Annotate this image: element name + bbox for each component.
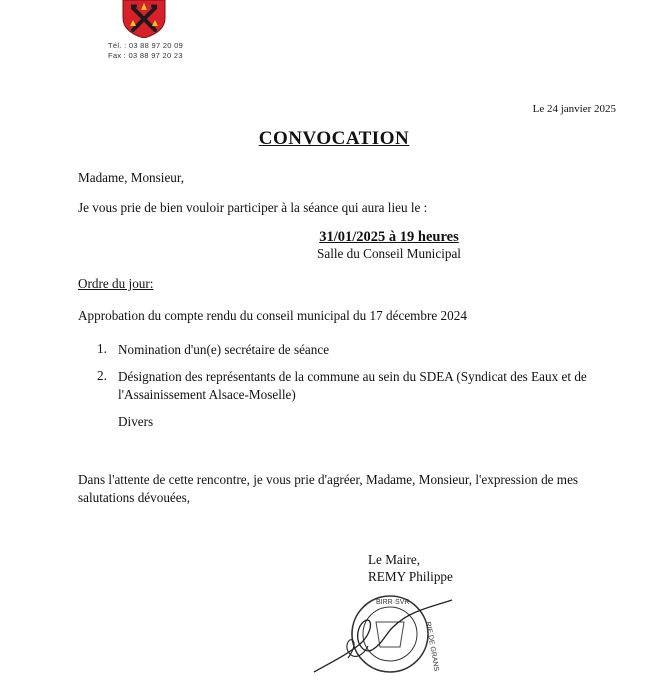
meeting-datetime: 31/01/2025 à 19 heures <box>319 229 459 245</box>
commune-crest-logo <box>121 0 167 38</box>
svg-text:RIE DE GRANS: RIE DE GRANS <box>424 621 440 672</box>
closing-text: Dans l'attente de cette rencontre, je vous prie d'agréer, Madame, Monsieur, l'expression de mes salutations dévouées, <box>78 472 579 505</box>
signer-role: Le Maire, <box>368 552 420 567</box>
agenda-item-number: 2. <box>97 368 107 383</box>
meeting-place-wrapper <box>0 246 668 262</box>
agenda-item: Désignation des représentants de la commune au sein du SDEA (Syndicat des Eaux et de l'Assainissement Alsace-Moselle) <box>118 369 587 402</box>
phone-number: Tél. : 03 88 97 20 09 <box>108 41 184 50</box>
letter-title: CONVOCATION <box>258 128 410 149</box>
signer-name: REMY Philippe <box>368 569 453 584</box>
approval-item: Approbation du compte rendu du conseil municipal du 17 décembre 2024 <box>78 308 467 323</box>
agenda-misc: Divers <box>118 414 154 429</box>
meeting-datetime-wrapper <box>0 228 668 246</box>
agenda-item: Nomination d'un(e) secrétaire de séance <box>118 342 330 357</box>
meeting-place: Salle du Conseil Municipal <box>317 246 461 261</box>
letter-date: Le 24 janvier 2025 <box>532 103 616 115</box>
agenda-heading: Ordre du jour: <box>78 276 154 291</box>
intro-text: Je vous prie de bien vouloir participer à la séance qui aura lieu le : <box>78 200 428 215</box>
salutation: Madame, Monsieur, <box>78 170 185 185</box>
mayor-stamp-signature <box>312 592 458 675</box>
svg-text:BIRR·SVR: BIRR·SVR <box>376 599 410 606</box>
fax-number: Fax : 03 88 97 20 23 <box>108 51 183 60</box>
agenda-item-number: 1. <box>97 341 107 356</box>
